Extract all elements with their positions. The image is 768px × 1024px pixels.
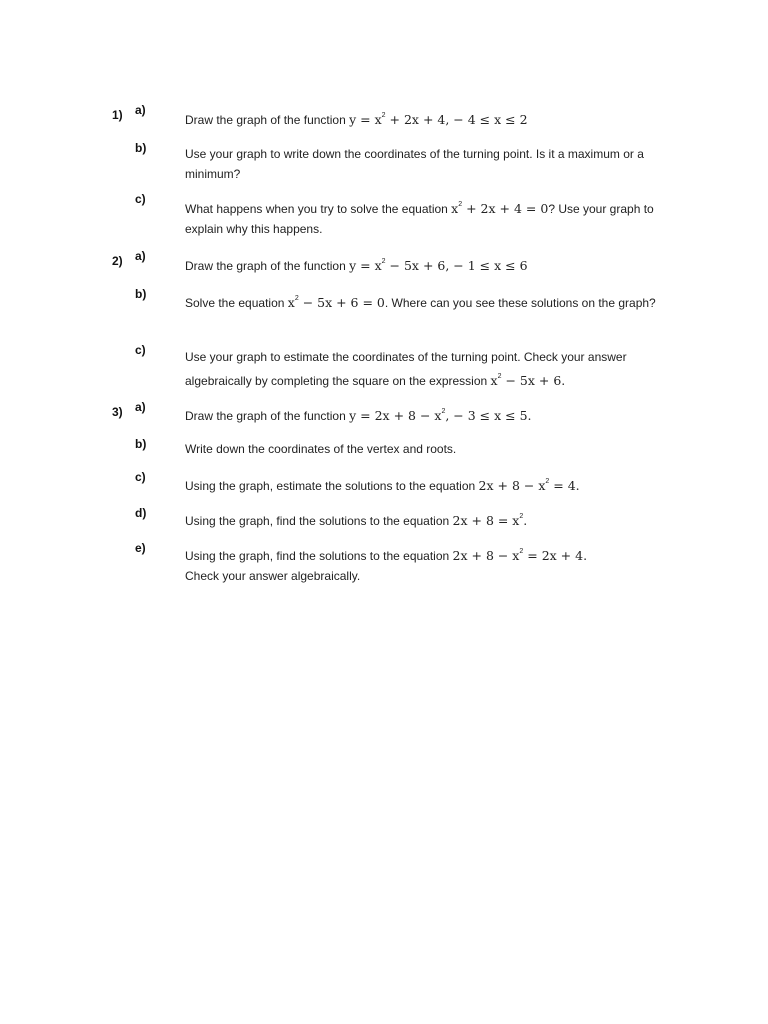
question-text: Use your graph to estimate the coordinates of the turning point. Check your answer algebraically by completing the square on the expression xyxy=(185,350,627,388)
exponent: 2 xyxy=(441,408,446,415)
math-expression: y = x xyxy=(349,258,382,273)
math-expression: , − 3 ≤ x ≤ 5. xyxy=(445,408,532,423)
math-expression: y = 2x + 8 − x xyxy=(349,408,442,423)
question-3-part-b-text xyxy=(185,439,663,459)
question-1-part-a-text xyxy=(185,110,663,130)
question-3-part-e-label: e) xyxy=(135,541,146,555)
question-3-part-d-text xyxy=(185,511,663,531)
math-expression: + 2x + 4, − 4 ≤ x ≤ 2 xyxy=(385,112,528,127)
math-expression: 2x + 8 = x xyxy=(452,513,520,528)
math-expression: x xyxy=(451,201,459,216)
question-1-number: 1) xyxy=(112,108,123,122)
question-1-part-c-label: c) xyxy=(135,192,146,206)
question-3-part-c-label: c) xyxy=(135,470,146,484)
question-1-part-a-label: a) xyxy=(135,103,146,117)
question-1-part-b-label: b) xyxy=(135,141,147,155)
question-text: ? Use your graph to explain why this happens. xyxy=(185,202,654,236)
question-text: Draw the graph of the function xyxy=(185,409,350,423)
exponent: 2 xyxy=(458,201,463,208)
math-expression: − 5x + 6 = 0 xyxy=(298,295,385,310)
question-1-part-c-text xyxy=(185,199,663,239)
math-expression: + 2x + 4 = 0 xyxy=(462,201,549,216)
math-expression: 2x + 8 − x xyxy=(478,478,546,493)
question-text: Draw the graph of the function xyxy=(185,113,350,127)
question-text: Draw the graph of the function xyxy=(185,259,350,273)
math-expression: y = x xyxy=(349,112,382,127)
exponent: 2 xyxy=(519,548,524,555)
question-3-part-a-text xyxy=(185,406,663,426)
question-2-part-c-text xyxy=(185,345,663,393)
question-3-part-b-label: b) xyxy=(135,437,147,451)
math-expression: − 5x + 6. xyxy=(501,373,566,388)
exponent: 2 xyxy=(381,258,386,265)
math-expression: . xyxy=(523,513,528,528)
question-3-part-d-label: d) xyxy=(135,506,147,520)
question-text: Using the graph, estimate the solutions to the equation xyxy=(185,479,479,493)
question-2-part-c-label: c) xyxy=(135,343,146,357)
question-text: Solve the equation xyxy=(185,296,288,310)
question-2-part-a-label: a) xyxy=(135,249,146,263)
exponent: 2 xyxy=(497,373,502,380)
question-text: Use your graph to write down the coordinates of the turning point. Is it a maximum or a minimum? xyxy=(185,147,644,181)
question-3-part-e-text xyxy=(185,546,663,586)
question-2-part-a-text xyxy=(185,256,663,276)
math-expression: x xyxy=(287,295,295,310)
math-expression: = 4. xyxy=(549,478,580,493)
question-text: Check your answer algebraically. xyxy=(185,569,361,583)
exponent: 2 xyxy=(545,478,550,485)
exponent: 2 xyxy=(294,295,299,302)
question-text: Using the graph, find the solutions to the equation xyxy=(185,549,453,563)
question-text: . Where can you see these solutions on the graph? xyxy=(384,296,656,310)
question-text: Using the graph, find the solutions to the equation xyxy=(185,514,453,528)
question-2-part-b-label: b) xyxy=(135,287,147,301)
math-expression: 2x + 8 − x xyxy=(452,548,520,563)
question-3-part-c-text xyxy=(185,476,663,496)
math-expression: x xyxy=(490,373,498,388)
question-2-number: 2) xyxy=(112,254,123,268)
exponent: 2 xyxy=(519,513,524,520)
question-text: Write down the coordinates of the vertex and roots. xyxy=(185,442,457,456)
exponent: 2 xyxy=(381,112,386,119)
question-2-part-b-text xyxy=(185,293,663,313)
question-3-number: 3) xyxy=(112,405,123,419)
question-1-part-b-text xyxy=(185,144,663,184)
question-3-part-a-label: a) xyxy=(135,400,146,414)
question-text: What happens when you try to solve the equation xyxy=(185,202,452,216)
math-expression: − 5x + 6, − 1 ≤ x ≤ 6 xyxy=(385,258,528,273)
math-expression: = 2x + 4. xyxy=(523,548,588,563)
